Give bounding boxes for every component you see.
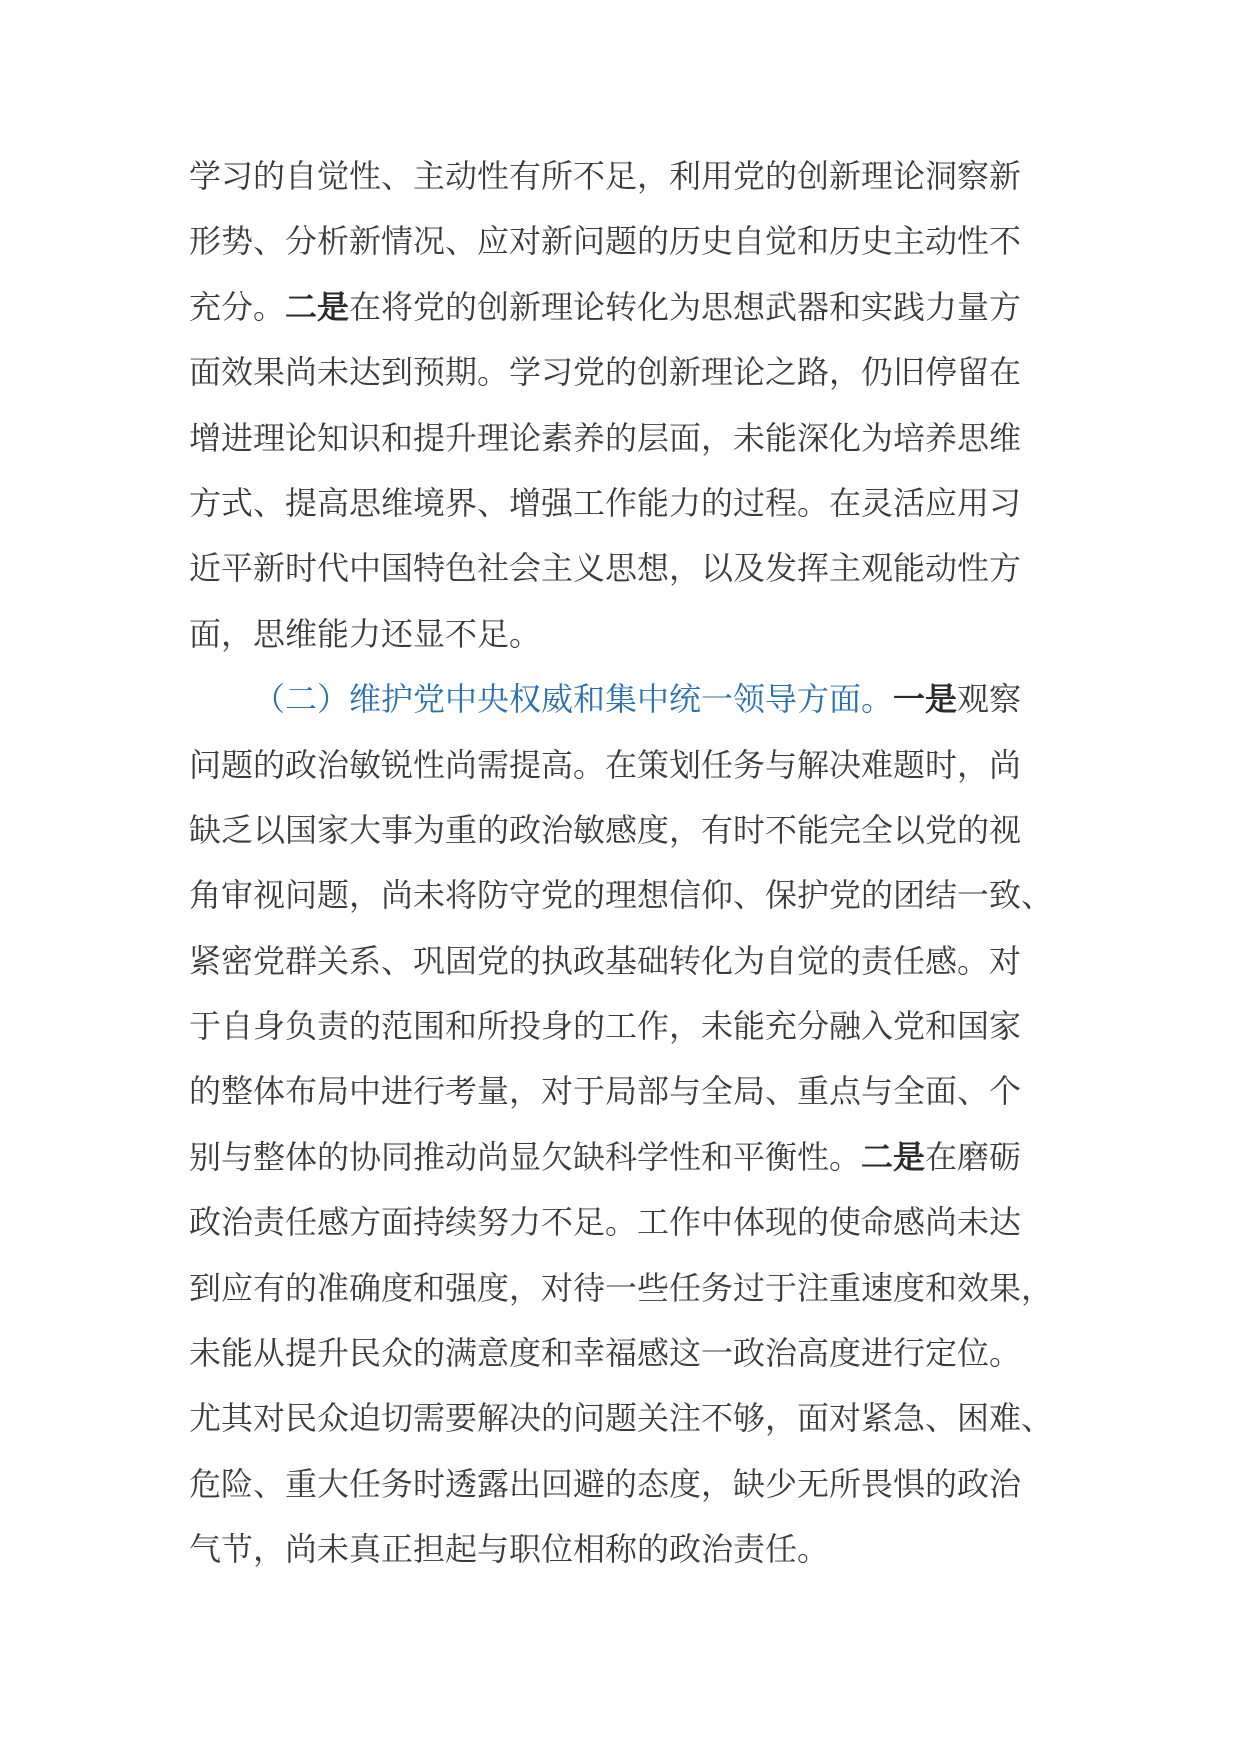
text-line (189, 1190, 1061, 1255)
text-span: 方式、提高思维境界、增强工作能力的过程。在灵活应用习 (189, 483, 1022, 522)
bold-text-span: 二是 (285, 287, 350, 326)
text-span: 面，思维能力还显不足。 (189, 614, 542, 653)
text-span: 未能从提升民众的满意度和幸福感这一政治高度进行定位。 (189, 1334, 1022, 1373)
text-span: 气节，尚未真正担起与职位相称的政治责任。 (189, 1530, 830, 1569)
text-line (189, 1059, 1061, 1124)
text-line (189, 994, 1061, 1059)
text-span: 充分。 (189, 287, 286, 326)
text-line (189, 471, 1061, 536)
text-line (189, 602, 1061, 667)
text-line (189, 406, 1061, 471)
text-line (189, 340, 1061, 405)
body-text (189, 144, 1061, 1583)
text-span: 学习的自觉性、主动性有所不足，利用党的创新理论洞察新 (189, 157, 1022, 195)
text-span: 角审视问题，尚未将防守党的理想信仰、保护党的团结一致、 (189, 876, 1054, 915)
text-span: 于自身负责的范围和所投身的工作，未能充分融入党和国家 (189, 1007, 1022, 1046)
bold-text-span: 二是 (861, 1137, 926, 1176)
text-line (189, 1517, 1061, 1582)
text-span: 缺乏以国家大事为重的政治敏感度，有时不能完全以党的视 (189, 810, 1022, 849)
text-line (189, 1256, 1061, 1321)
text-span: 的整体布局中进行考量，对于局部与全局、重点与全面、个 (189, 1072, 1022, 1111)
text-span: 紧密党群关系、巩固党的执政基础转化为自觉的责任感。对 (189, 941, 1022, 980)
text-span: 问题的政治敏锐性尚需提高。在策划任务与解决难题时，尚 (189, 745, 1022, 784)
text-line (189, 275, 1061, 340)
text-line (189, 144, 1061, 209)
text-span: 面效果尚未达到预期。学习党的创新理论之路，仍旧停留在 (189, 353, 1022, 392)
text-line (189, 536, 1061, 601)
text-span: 政治责任感方面持续努力不足。工作中体现的使命感尚未达 (189, 1203, 1022, 1242)
text-span: 观察 (957, 680, 1022, 719)
text-span: 别与整体的协同推动尚显欠缺科学性和平衡性。 (189, 1137, 862, 1176)
text-span: 形势、分析新情况、应对新问题的历史自觉和历史主动性不 (189, 222, 1022, 261)
section-heading: （二）维护党中央权威和集中统一领导方面。 (253, 680, 894, 719)
text-line (189, 929, 1061, 994)
text-span: 增进理论知识和提升理论素养的层面，未能深化为培养思维 (189, 418, 1022, 457)
text-span: 尤其对民众迫切需要解决的问题关注不够，面对紧急、困难、 (189, 1399, 1054, 1438)
section-heading-line (189, 667, 1061, 732)
text-line (189, 1452, 1061, 1517)
text-line (189, 798, 1061, 863)
text-line (189, 733, 1061, 798)
text-span: 危险、重大任务时透露出回避的态度，缺少无所畏惧的政治 (189, 1464, 1022, 1503)
text-span: 近平新时代中国特色社会主义思想，以及发挥主观能动性方 (189, 549, 1022, 588)
text-line (189, 1321, 1061, 1386)
text-span: 到应有的准确度和强度，对待一些任务过于注重速度和效果， (189, 1268, 1054, 1307)
text-span: 在磨砺 (925, 1137, 1022, 1176)
text-line (189, 863, 1061, 928)
text-line (189, 1386, 1061, 1451)
text-line (189, 209, 1061, 274)
text-span: 在将党的创新理论转化为思想武器和实践力量方 (349, 287, 1022, 326)
text-line (189, 1125, 1061, 1190)
bold-text-span: 一是 (893, 680, 958, 719)
